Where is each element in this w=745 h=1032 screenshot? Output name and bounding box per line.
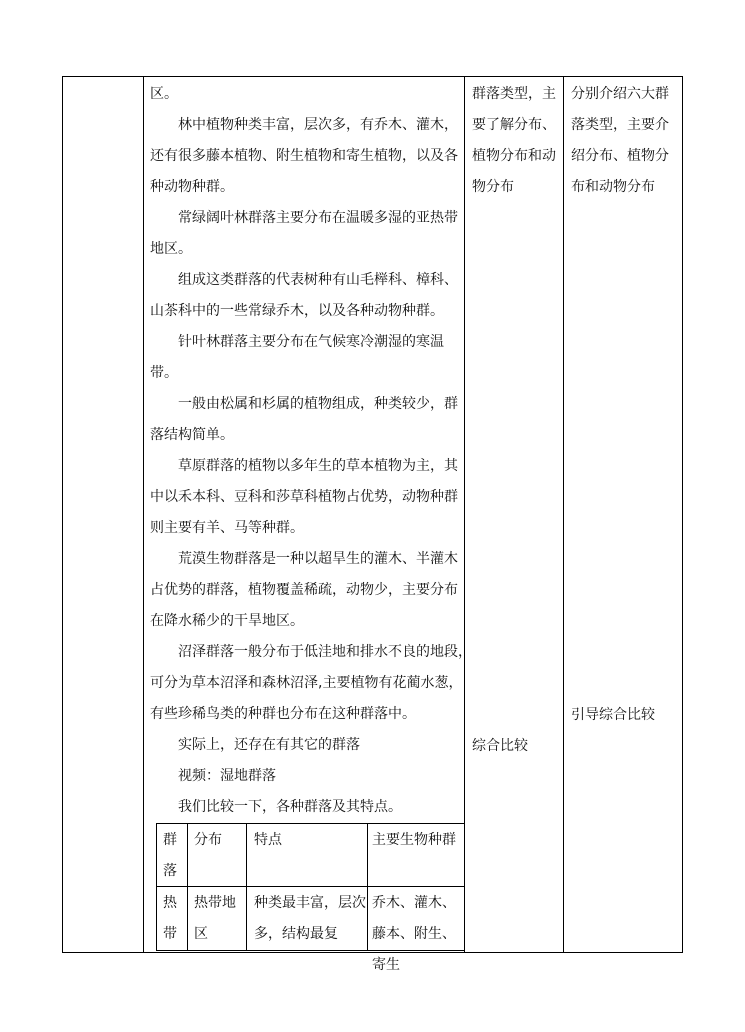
text-line: 有些珍稀鸟类的种群也分布在这种群落中。 (150, 706, 416, 722)
text-line: 地区。 (150, 241, 192, 257)
inner-table-col-2 (246, 823, 247, 951)
col4-line: 布和动物分布 (571, 179, 655, 195)
table-top-border (62, 76, 683, 77)
text-line: 常绿阔叶林群落主要分布在温暖多湿的亚热带 (178, 210, 458, 226)
row-distribution: 热带地区 (194, 895, 236, 942)
header-community: 群落 (163, 832, 177, 879)
col3-line: 植物分布和动 (472, 148, 556, 164)
text-line: 林中植物种类丰富，层次多，有乔木、灌木， (178, 117, 458, 133)
text-line: 还有很多藤本植物、附生植物和寄生植物，以及各 (150, 148, 458, 164)
table-col-divider-1 (143, 76, 144, 953)
text-line: 落结构简单。 (150, 427, 234, 443)
text-line: 荒漠生物群落是一种以超旱生的灌木、半灌木 (178, 551, 458, 567)
col3-block2: 综合比较 (472, 738, 528, 754)
text-line: 则主要有羊、马等种群。 (150, 520, 304, 536)
text-line: 针叶林群落主要分布在气候寒冷潮湿的寒温 (178, 334, 444, 350)
row-species: 乔木、灌木、藤本、附生、寄生 (372, 895, 456, 973)
col4-line: 绍分布、植物分 (571, 148, 669, 164)
row-features: 种类最丰富，层次多，结构最复 (254, 895, 366, 942)
text-line: 在降水稀少的干旱地区。 (150, 613, 304, 629)
inner-table-col-3 (367, 823, 368, 951)
text-line: 中以禾本科、豆科和莎草科植物占优势，动物种群 (150, 489, 458, 505)
inner-table-row-divider (156, 886, 465, 887)
text-line: 一般由松属和杉属的植物组成，种类较少，群 (178, 396, 458, 412)
col4-line: 分别介绍六大群 (571, 86, 669, 102)
text-line: 占优势的群落，植物覆盖稀疏，动物少，主要分布 (150, 582, 458, 598)
text-line: 沼泽群落一般分布于低洼地和排水不良的地段， (178, 644, 472, 660)
text-line: 我们比较一下，各种群落及其特点。 (178, 799, 402, 815)
row-community-name: 热带 (163, 895, 177, 942)
inner-table-bottom (156, 950, 465, 951)
col3-line: 物分布 (472, 179, 514, 195)
col4-line: 落类型，主要介 (571, 117, 669, 133)
text-line: 带。 (150, 365, 178, 381)
text-line: 草原群落的植物以多年生的草本植物为主，其 (178, 458, 458, 474)
text-line: 种动物种群。 (150, 179, 234, 195)
header-species: 主要生物种群 (372, 832, 456, 848)
inner-table-col-1 (187, 823, 188, 951)
inner-table-top (156, 823, 465, 824)
text-line: 山茶科中的一些常绿乔木，以及各种动物种群。 (150, 303, 444, 319)
table-left-border (62, 76, 63, 953)
text-line: 区。 (150, 86, 178, 102)
header-features: 特点 (254, 832, 282, 848)
text-line: 组成这类群落的代表树种有山毛榉科、樟科、 (178, 272, 458, 288)
text-line: 视频：湿地群落 (178, 768, 276, 784)
inner-table-left (156, 823, 157, 951)
header-distribution: 分布 (194, 832, 222, 848)
table-col-divider-3 (563, 76, 564, 953)
col4-block2: 引导综合比较 (571, 707, 655, 723)
text-line: 可分为草本沼泽和森林沼泽,主要植物有花蔺水葱， (150, 675, 463, 691)
text-line: 实际上，还存在有其它的群落 (178, 737, 360, 753)
col3-line: 群落类型，主 (472, 86, 556, 102)
table-col-divider-2 (464, 76, 465, 953)
table-right-border (682, 76, 683, 953)
col3-line: 要了解分布、 (472, 117, 556, 133)
